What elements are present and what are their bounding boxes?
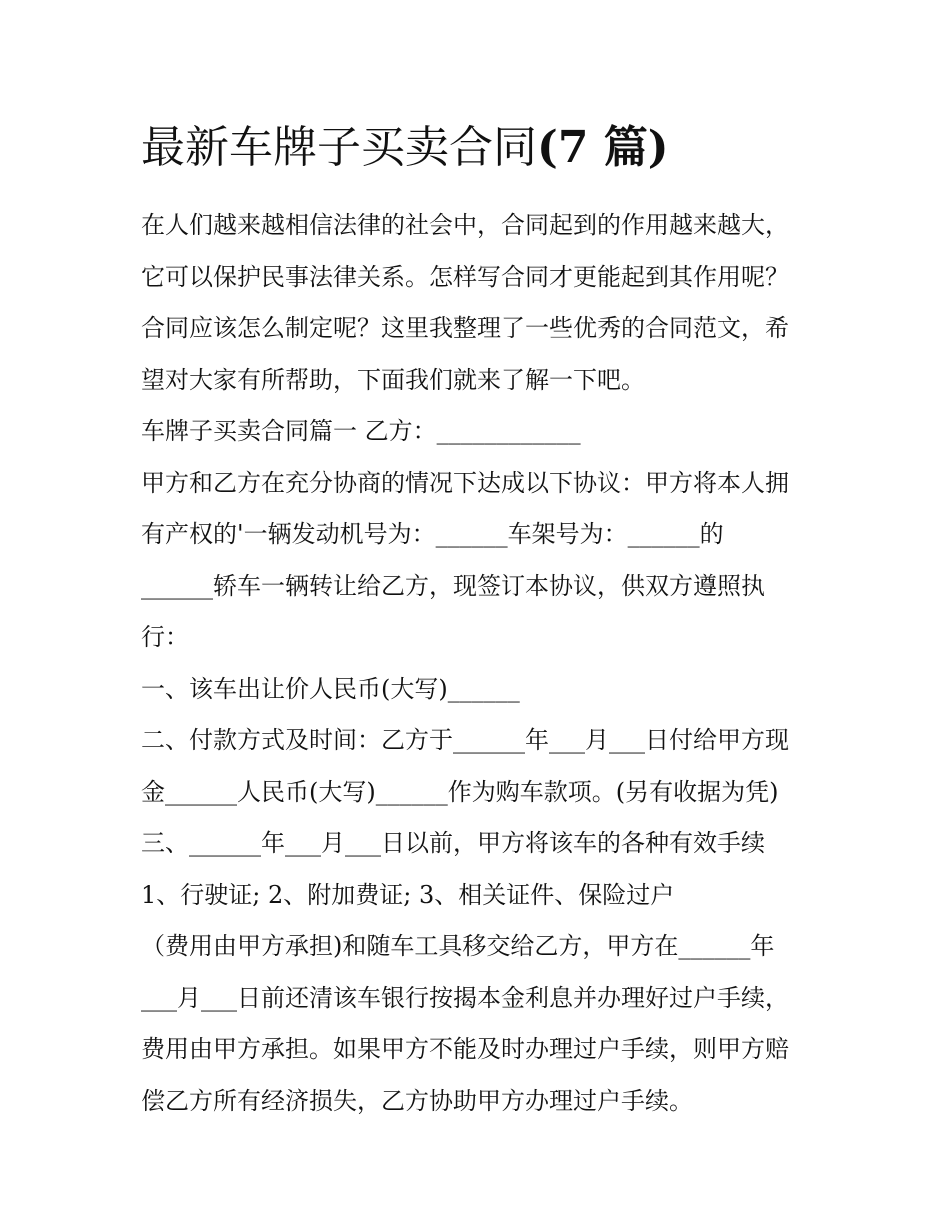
document-title — [141, 118, 821, 178]
text-line: 在人们越来越相信法律的社会中，合同起到的作用越来越大， — [141, 211, 789, 239]
text-line: 偿乙方所有经济损失，乙方协助甲方办理过户手续。 — [141, 1086, 693, 1115]
text-line: 费用由甲方承担。如果甲方不能及时办理过户手续，则甲方赔 — [141, 1035, 789, 1063]
text-line: 它可以保护民事法律关系。怎样写合同才更能起到其作用呢？ — [141, 262, 789, 291]
text-line: （费用由甲方承担)和随车工具移交给乙方，甲方在______年 — [141, 932, 775, 960]
title-suffix: (7 篇) — [537, 122, 669, 173]
text-line: 金______人民币(大写)______作为购车款项。(另有收据为凭) — [141, 777, 779, 806]
section-heading-line: 车牌子买卖合同篇一 乙方：____________ — [141, 417, 581, 445]
text-line: ______轿车一辆转让给乙方，现签订本协议，供双方遵照执 — [141, 571, 765, 600]
clause-line: 二、付款方式及时间：乙方于______年___月___日付给甲方现 — [141, 726, 789, 754]
text-line: 望对大家有所帮助，下面我们就来了解一下吧。 — [141, 365, 645, 394]
text-line: 行： — [141, 623, 189, 651]
text-line: 合同应该怎么制定呢？这里我整理了一些优秀的合同范文，希 — [141, 314, 789, 342]
text-line: 有产权的'一辆发动机号为：______车架号为：______的 — [141, 520, 724, 548]
text-line: 1、行驶证; 2、附加费证; 3、相关证件、保险过户 — [141, 880, 675, 909]
text-line: ___月___日前还清该车银行按揭本金利息并办理好过户手续， — [141, 983, 789, 1012]
text-line: 甲方和乙方在充分协商的情况下达成以下协议：甲方将本人拥 — [141, 468, 789, 497]
clause-line: 一、该车出让价人民币(大写)______ — [141, 674, 520, 703]
document-body — [141, 118, 821, 1127]
title-main: 最新车牌子买卖合同 — [141, 122, 537, 173]
clause-line: 三、______年___月___日以前，甲方将该车的各种有效手续 — [141, 829, 765, 857]
